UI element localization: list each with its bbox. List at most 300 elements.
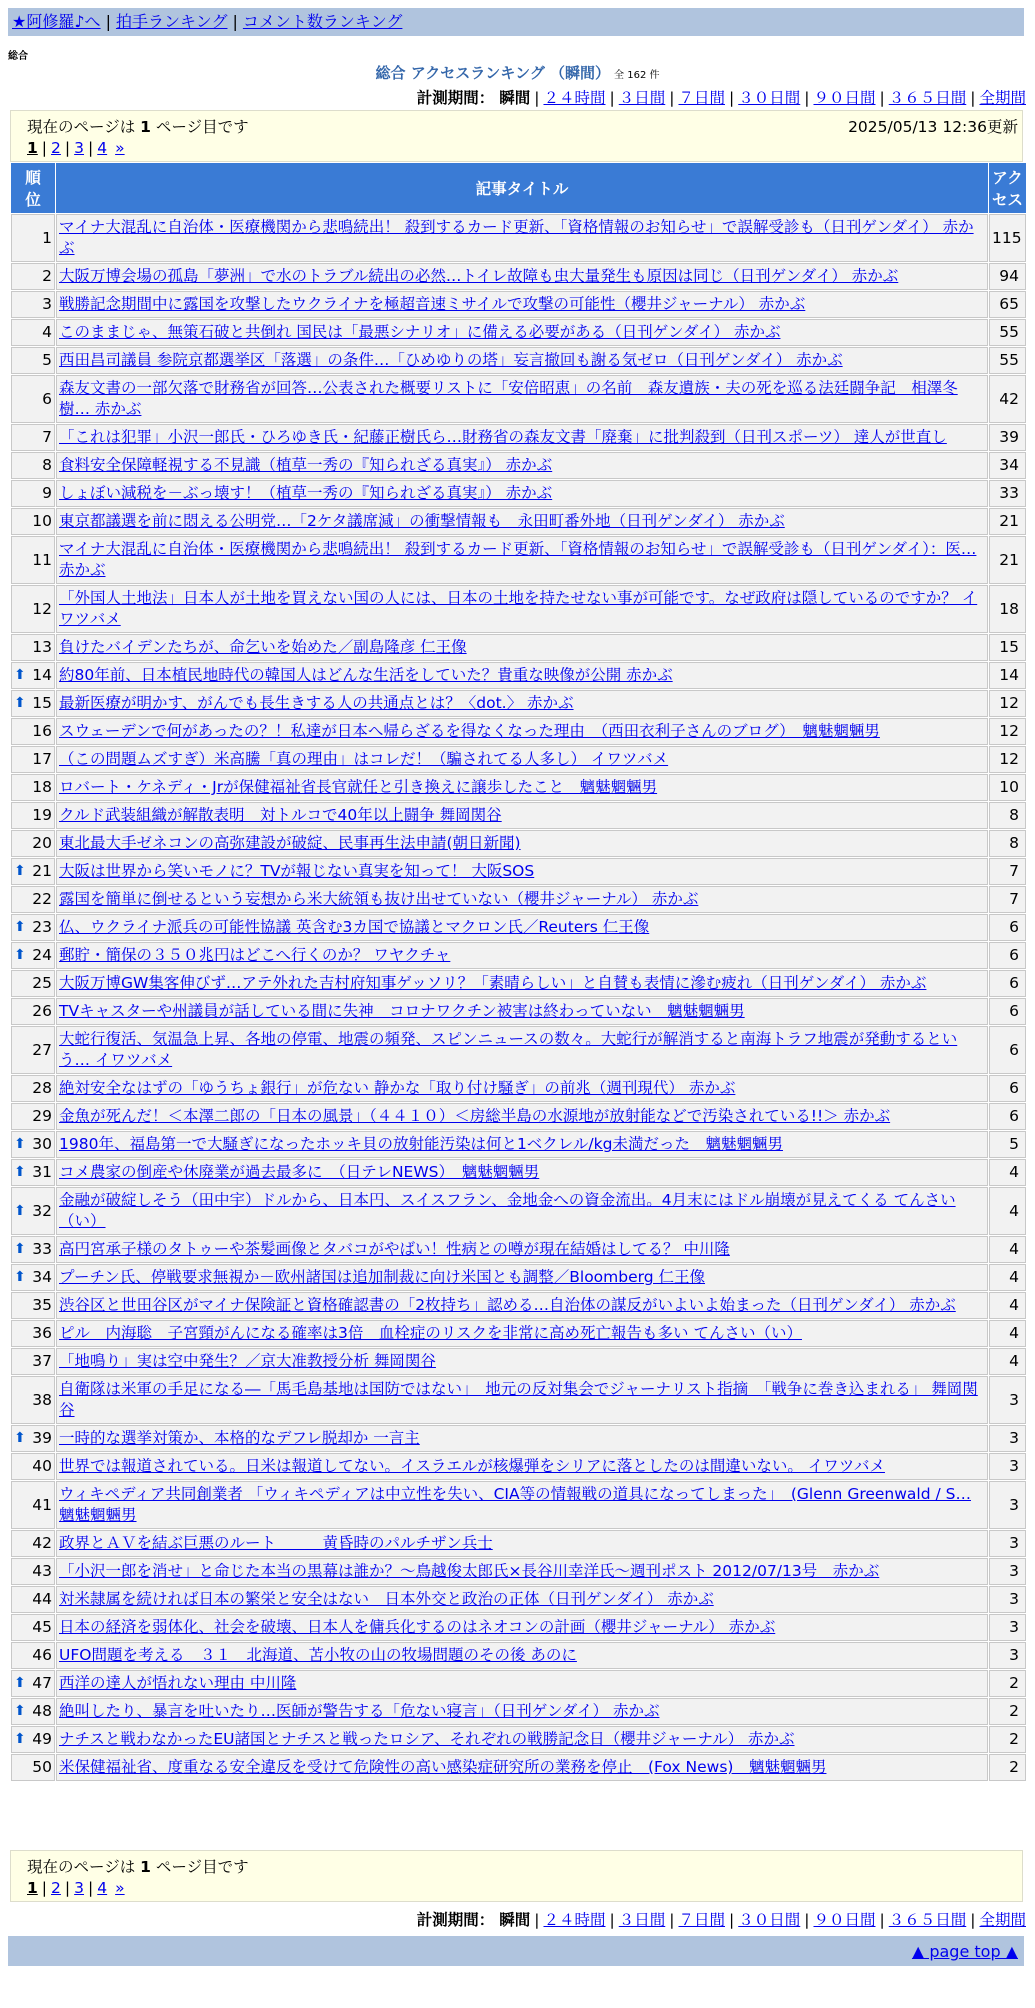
rank-number: 12 [32,599,52,618]
title-cell [56,858,988,885]
up-arrow-icon: ⬆ [14,1164,26,1180]
article-title-link[interactable]: プーチン氏、停戦要求無視か－欧州諸国は追加制裁に向け米国とも調整／Bloomberg 仁王像 [59,1268,706,1286]
pager-top: 1 | 2 | 3 | 4 » [27,139,125,157]
rank-number: 41 [32,1495,52,1514]
rank-cell [11,886,55,913]
rank-cell [11,1103,55,1130]
access-count-cell: 4 [989,1187,1026,1235]
rank-number: 35 [32,1296,52,1314]
title-cell [56,774,988,801]
article-title-link[interactable]: 「外国人土地法」日本人が土地を買えない国の人には、日本の土地を持たせない事が可能です。なぜ政府は隠しているのですか？ イワツバメ [59,589,978,628]
rank-cell [11,319,55,346]
table-row [11,536,1026,584]
table-row [11,214,1026,262]
rank-cell [11,1348,55,1375]
access-count-cell: 6 [989,1103,1026,1130]
up-arrow-icon: ⬆ [14,695,26,711]
pager-current-page-bottom: 1 [27,1879,38,1897]
access-count-cell: 6 [989,970,1026,997]
access-count-cell: 42 [989,375,1026,423]
rank-number: 4 [42,323,52,341]
rank-number: 1 [42,228,52,247]
table-row [11,1726,1026,1753]
table-row [11,970,1026,997]
rank-cell [11,690,55,717]
title-cell [56,970,988,997]
pager-next[interactable]: » [115,139,125,157]
table-row [11,480,1026,507]
title-cell [56,214,988,262]
access-count-cell: 55 [989,347,1026,374]
rank-cell [11,662,55,689]
rank-cell [11,774,55,801]
title-cell [56,662,988,689]
title-cell [56,1754,988,1781]
rank-number: 7 [42,428,52,446]
article-title-link[interactable]: マイナ大混乱に自治体・医療機関から悲鳴続出！ 殺到するカード更新、「資格情報のお知らせ」で誤解受診も（日刊ゲンダイ） 赤かぶ [59,218,974,257]
table-row [11,718,1026,745]
title-cell [56,1642,988,1669]
access-count-cell: 55 [989,319,1026,346]
article-title-link[interactable]: 大阪万博会場の孤島「夢洲」で水のトラブル続出の必然…トイレ故障も虫大量発生も原因は同じ（日刊ゲンダイ） 赤かぶ [59,267,899,285]
rank-number: 47 [32,1674,52,1692]
table-row [11,1348,1026,1375]
title-cell [56,942,988,969]
title-cell [56,480,988,507]
title-cell [56,585,988,633]
updated-timestamp: 2025/05/13 12:36更新 [848,118,1018,136]
table-row [11,1586,1026,1613]
article-title-link[interactable]: 一時的な選挙対策か、本格的なデフレ脱却か 一言主 [59,1429,420,1447]
article-title-link[interactable]: ウィキペディア共同創業者 「ウィキペディアは中立性を失い、CIA等の情報戦の道具になってしまった」 (Glenn Greenwald / S… 魑魅魍魎男 [59,1485,971,1524]
article-title-link[interactable]: マイナ大混乱に自治体・医療機関から悲鳴続出！ 殺到するカード更新、「資格情報のお知らせ」で誤解受診も（日刊ゲンダイ）：医… 赤かぶ [59,540,977,579]
rank-cell [11,970,55,997]
article-title-link[interactable]: 自衛隊は米軍の手足になる―「馬毛島基地は国防ではない」 地元の反対集会でジャーナリスト指摘 「戦争に巻き込まれる」 舞岡関谷 [59,1380,978,1419]
rank-number: 2 [42,267,52,285]
rank-cell [11,508,55,535]
rank-number: 43 [32,1562,52,1580]
up-arrow-icon: ⬆ [14,1269,26,1285]
access-count-cell: 3 [989,1530,1026,1557]
rank-cell [11,942,55,969]
table-row [11,1614,1026,1641]
period-option-all-bottom[interactable]: 全期間 [979,1911,1026,1929]
rank-cell [11,718,55,745]
table-row [11,452,1026,479]
table-row [11,1264,1026,1291]
period-selector-top: 計測期間： 瞬間 | ２４時間 | ３日間 | ７日間 | ３０日間 | ９０日間 | ３６５日間 | 全期間 [416,89,1026,107]
rank-number: 34 [32,1268,52,1286]
rank-cell [11,802,55,829]
access-count-cell: 6 [989,914,1026,941]
table-row [11,802,1026,829]
rank-cell [11,1159,55,1186]
rank-cell [11,214,55,262]
rank-cell [11,1726,55,1753]
rank-number: 19 [32,806,52,824]
article-title-link[interactable]: 「これは犯罪」小沢一郎氏・ひろゆき氏・紀藤正樹氏ら…財務省の森友文書「廃棄」に批判殺到（日刊スポーツ） 達人が世直し [59,428,947,446]
table-row [11,291,1026,318]
rank-cell [11,1320,55,1347]
rank-cell [11,1187,55,1235]
rank-number: 45 [32,1618,52,1636]
period-option-24h-bottom[interactable]: ２４時間 [543,1911,606,1929]
article-title-link[interactable]: 大阪は世界から笑いモノに？TVが報じない真実を知って！ 大阪SOS [59,862,535,880]
period-option-30d-bottom[interactable]: ３０日間 [738,1911,801,1929]
table-row [11,1236,1026,1263]
access-count-cell: 18 [989,585,1026,633]
up-arrow-icon: ⬆ [14,919,26,935]
title-cell [56,291,988,318]
rank-cell [11,536,55,584]
article-title-link[interactable]: 「小沢一郎を消せ」と命じた本当の黒幕は誰か？～鳥越俊太郎氏×長谷川幸洋氏～週刊ポスト 2012/07/13号 赤かぶ [59,1562,880,1580]
rank-cell [11,1481,55,1529]
rank-number: 16 [32,722,52,740]
title-cell [56,1698,988,1725]
article-title-link[interactable]: ピル 内海聡 子宮頸がんになる確率は3倍 血栓症のリスクを非常に高め死亡報告も多い てんさい（い） [59,1324,802,1342]
access-count-cell: 5 [989,1131,1026,1158]
table-row [11,1425,1026,1452]
period-option-365d[interactable]: ３６５日間 [888,89,967,107]
article-title-link[interactable]: 金融が破綻しそう（田中宇）ドルから、日本円、スイスフラン、金地金への資金流出。4月末にはドル崩壊が見えてくる てんさい（い） [59,1191,956,1230]
rank-cell [11,1586,55,1613]
article-title-link[interactable]: UFO問題を考える ３１ 北海道、苫小牧の山の牧場問題のその後 あのに [59,1646,577,1664]
rank-number: 13 [32,638,52,656]
rank-cell [11,1453,55,1480]
table-row [11,662,1026,689]
article-title-link[interactable]: 負けたバイデンたちが、命乞いを始めた／副島隆彦 仁王像 [59,638,467,656]
up-arrow-icon: ⬆ [14,667,26,683]
title-cell [56,1187,988,1235]
rank-cell [11,998,55,1025]
rank-cell [11,1698,55,1725]
access-count-cell: 2 [989,1698,1026,1725]
rank-cell [11,830,55,857]
rank-number: 18 [32,778,52,796]
period-option-7d-bottom[interactable]: ７日間 [678,1911,725,1929]
rank-cell [11,263,55,290]
access-count-cell: 7 [989,858,1026,885]
access-count-cell: 65 [989,291,1026,318]
rank-number: 27 [32,1040,52,1059]
access-count-cell: 15 [989,634,1026,661]
article-title-link[interactable]: 食料安全保障軽視する不見識（植草一秀の『知られざる真実』） 赤かぶ [59,456,553,474]
table-row [11,634,1026,661]
title-cell [56,347,988,374]
period-option-all[interactable]: 全期間 [979,89,1026,107]
title-cell [56,1103,988,1130]
title-cell [56,634,988,661]
rank-number: 50 [32,1758,52,1776]
title-column-header: 記事タイトル [56,163,988,213]
access-count-cell: 8 [989,802,1026,829]
title-cell [56,1075,988,1102]
access-count-cell: 6 [989,1075,1026,1102]
period-selector-bottom: 計測期間： 瞬間 | ２４時間 | ３日間 | ７日間 | ３０日間 | ９０日間 | ３６５日間 | 全期間 [416,1911,1026,1929]
access-count-cell: 94 [989,263,1026,290]
title-cell [56,1530,988,1557]
table-row [11,774,1026,801]
article-title-link[interactable]: 郵貯・簡保の３５０兆円はどこへ行くのか？ ワヤクチャ [59,946,451,964]
table-row [11,1376,1026,1424]
rank-number: 48 [32,1702,52,1720]
period-option-3d-bottom[interactable]: ３日間 [618,1911,666,1929]
rank-number: 24 [32,946,52,964]
rank-number: 36 [32,1324,52,1342]
rank-cell [11,1425,55,1452]
table-row [11,998,1026,1025]
rank-cell [11,1614,55,1641]
pager-page-3-bottom[interactable]: 3 [74,1879,85,1897]
title-cell [56,886,988,913]
period-option-30d[interactable]: ３０日間 [738,89,801,107]
up-arrow-icon: ⬆ [14,1241,26,1257]
title-cell [56,1586,988,1613]
title-cell [56,718,988,745]
pager-bottom: 1 | 2 | 3 | 4 » [27,1879,125,1897]
article-title-link[interactable]: クルド武装組織が解散表明 対トルコで40年以上闘争 舞岡関谷 [59,806,502,824]
category-label: 総合 [8,51,28,62]
ranking-table-body [11,214,1026,1781]
rank-cell [11,1292,55,1319]
access-count-cell: 115 [989,214,1026,262]
access-count-cell: 2 [989,1726,1026,1753]
article-title-link[interactable]: 仏、ウクライナ派兵の可能性協議 英含む3カ国で協議とマクロン氏／Reuters 仁王像 [59,918,650,936]
clap-ranking-link[interactable]: 拍手ランキング [115,12,228,31]
rank-number: 10 [32,512,52,530]
article-title-link[interactable]: 高円宮承子様のタトゥーや茶髪画像とタバコがやばい！性病との噂が現在結婚はしてる？ 中川隆 [59,1240,730,1258]
title-cell [56,998,988,1025]
rank-cell [11,1236,55,1263]
table-row [11,886,1026,913]
table-row [11,1026,1026,1074]
access-count-cell: 4 [989,1320,1026,1347]
title-cell [56,1376,988,1424]
article-title-link[interactable]: 西洋の達人が悟れない理由 中川隆 [59,1674,297,1692]
access-count-cell: 8 [989,830,1026,857]
period-option-24h[interactable]: ２４時間 [543,89,606,107]
table-row [11,690,1026,717]
rank-cell [11,347,55,374]
title-cell [56,830,988,857]
rank-cell [11,375,55,423]
pager-page-4[interactable]: 4 [97,139,108,157]
rank-number: 3 [42,295,52,313]
access-count-cell: 21 [989,536,1026,584]
table-row [11,347,1026,374]
access-count-cell: 12 [989,690,1026,717]
article-title-link[interactable]: 西田昌司議員 参院京都選挙区「落選」の条件…「ひめゆりの塔」妄言撤回も謝る気ゼロ（日刊ゲンダイ） 赤かぶ [59,351,843,369]
up-arrow-icon: ⬆ [14,947,26,963]
article-title-link[interactable]: 絶叫したり、暴言を吐いたり…医師が警告する「危ない寝言」（日刊ゲンダイ） 赤かぶ [59,1702,660,1720]
rank-cell [11,1558,55,1585]
article-title-link[interactable]: ロバート・ケネディ・Jrが保健福祉省長官就任と引き換えに譲歩したこと 魑魅魍魎男 [59,778,658,796]
rank-number: 20 [32,834,52,852]
title-cell [56,1670,988,1697]
up-arrow-icon: ⬆ [14,863,26,879]
article-title-link[interactable]: 世界では報道されている。日米は報道してない。イスラエルが核爆弾をシリアに落としたのは間違いない。 イワツバメ [59,1457,885,1475]
access-count-cell: 12 [989,718,1026,745]
rank-cell [11,1075,55,1102]
access-column-header: アク セス [989,163,1026,213]
access-count-cell: 2 [989,1754,1026,1781]
article-title-link[interactable]: 最新医療が明かす、がんでも長生きする人の共通点とは？〈dot.〉 赤かぶ [59,694,574,712]
title-cell [56,1348,988,1375]
article-title-link[interactable]: 金魚が死んだ！＜本澤二郎の「日本の風景」（４４１０）＜房総半島の水源地が放射能などで汚染されている!!＞ 赤かぶ [59,1107,891,1125]
table-row [11,1642,1026,1669]
rank-cell [11,1642,55,1669]
title-cell [56,914,988,941]
rank-cell [11,424,55,451]
rank-number: 38 [32,1390,52,1409]
title-cell [56,1425,988,1452]
title-cell [56,263,988,290]
article-title-link[interactable]: 渋谷区と世田谷区がマイナ保険証と資格確認書の「2枚持ち」認める…自治体の謀反がいよいよ始まった（日刊ゲンダイ） 赤かぶ [59,1296,956,1314]
access-count-cell: 3 [989,1453,1026,1480]
pager-page-3[interactable]: 3 [74,139,85,157]
rank-number: 6 [42,389,52,408]
table-row [11,1558,1026,1585]
article-title-link[interactable]: スウェーデンで何があったの？！私達が日本へ帰らざるを得なくなった理由 （西田衣利子さんのブログ） 魑魅魍魎男 [59,722,880,740]
title-cell [56,1026,988,1074]
access-count-cell: 34 [989,452,1026,479]
access-count-cell: 12 [989,746,1026,773]
title-cell [56,1453,988,1480]
access-count-cell: 3 [989,1558,1026,1585]
rank-cell [11,585,55,633]
article-title-link[interactable]: 露国を簡単に倒せるという妄想から米大統領も抜け出せていない（櫻井ジャーナル） 赤かぶ [59,890,699,908]
rank-number: 11 [32,550,52,569]
table-row [11,1292,1026,1319]
rank-cell [11,746,55,773]
title-cell [56,1159,988,1186]
rank-number: 17 [32,750,52,768]
rank-number: 49 [32,1730,52,1748]
rank-number: 33 [32,1240,52,1258]
article-title-link[interactable]: ナチスと戦わなかったEU諸国とナチスと戦ったロシア、それぞれの戦勝記念日（櫻井ジャーナル） 赤かぶ [59,1730,795,1748]
article-title-link[interactable]: 森友文書の一部欠落で財務省が回答…公表された概要リストに「安倍昭恵」の名前 森友遺族・夫の死を巡る法廷闘争記 相澤冬樹… 赤かぶ [59,379,958,418]
rank-number: 23 [32,918,52,936]
rank-number: 5 [42,351,52,369]
article-title-link[interactable]: TVキャスターや州議員が話している間に失神 コロナワクチン被害は終わっていない 魑魅魍魎男 [59,1002,745,1020]
table-row [11,585,1026,633]
article-title-link[interactable]: 大阪万博GW集客伸びず…アテ外れた吉村府知事ゲッソリ？「素晴らしい」と自賛も表情に滲む疲れ（日刊ゲンダイ） 赤かぶ [59,974,927,992]
rank-cell [11,1131,55,1158]
article-title-link[interactable]: 米保健福祉省、度重なる安全違反を受けて危険性の高い感染症研究所の業務を停止 (Fox News) 魑魅魍魎男 [59,1758,827,1776]
article-title-link[interactable]: 1980年、福島第一で大騒ぎになったホッキ貝の放射能汚染は何と1ベクレル/kg未満だった 魑魅魍魎男 [59,1135,783,1153]
article-title-link[interactable]: しょぼい減税を－ぶっ壊す！（植草一秀の『知られざる真実』） 赤かぶ [59,484,553,502]
article-title-link[interactable]: 大蛇行復活、気温急上昇、各地の停電、地震の頻発、スピンニュースの数々。大蛇行が解消すると南海トラフ地震が発動するという… イワツバメ [59,1030,958,1069]
title-cell [56,508,988,535]
rank-cell [11,291,55,318]
page-title-line [0,62,1035,83]
page-top-link[interactable]: ▲ page top ▲ [911,1942,1018,1961]
article-title-link[interactable]: 約80年前、日本植民地時代の韓国人はどんな生活をしていた？貴重な映像が公開 赤かぶ [59,666,673,684]
footer-bar [8,1936,1024,1966]
table-row [11,424,1026,451]
period-option-3d[interactable]: ３日間 [618,89,666,107]
title-cell [56,452,988,479]
access-count-cell: 39 [989,424,1026,451]
article-title-link[interactable]: 「地鳴り」実は空中発生？／京大准教授分析 舞岡関谷 [59,1352,436,1370]
page-title: 総合 アクセスランキング （瞬間） [375,64,611,82]
rank-number: 8 [42,456,52,474]
pager-next-bottom[interactable]: » [115,1879,125,1897]
article-title-link[interactable]: このままじゃ、無策石破と共倒れ 国民は「最悪シナリオ」に備える必要がある（日刊ゲンダイ） 赤かぶ [59,323,781,341]
table-row [11,319,1026,346]
table-row [11,1754,1026,1781]
page-info: 現在のページは 1 ページ目です [27,118,249,136]
article-title-link[interactable]: （この問題ムズすぎ）米高騰「真の理由」はコレだ！（騙されてる人多し） イワツバメ [59,750,669,768]
rank-number: 15 [32,694,52,712]
pagination-box-top [10,110,1023,162]
title-cell [56,536,988,584]
article-title-link[interactable]: 日本の経済を弱体化、社会を破壊、日本人を傭兵化するのはネオコンの計画（櫻井ジャーナル） 赤かぶ [59,1618,776,1636]
rank-number: 25 [32,974,52,992]
pagination-box-bottom [10,1850,1023,1902]
rank-number: 26 [32,1002,52,1020]
access-count-cell: 10 [989,774,1026,801]
article-title-link[interactable]: 絶対安全なはずの「ゆうちょ銀行」が危ない 静かな「取り付け騒ぎ」の前兆（週刊現代） 赤かぶ [59,1079,736,1097]
article-title-link[interactable]: 政界とＡＶを結ぶ巨悪のルート 黄昏時のパルチザン兵士 [59,1534,493,1552]
access-count-cell: 3 [989,1642,1026,1669]
period-option-7d[interactable]: ７日間 [678,89,725,107]
total-count: 全 162 件 [614,70,660,81]
period-option-90d[interactable]: ９０日間 [813,89,876,107]
period-option-90d-bottom[interactable]: ９０日間 [813,1911,876,1929]
title-cell [56,1131,988,1158]
asyura-home-link[interactable]: ★阿修羅♪へ [12,12,101,31]
rank-cell [11,1376,55,1424]
rank-number: 37 [32,1352,52,1370]
access-count-cell: 7 [989,886,1026,913]
pager-page-2-bottom[interactable]: 2 [51,1879,61,1897]
pager-page-4-bottom[interactable]: 4 [97,1879,108,1897]
rank-cell [11,1264,55,1291]
pager-current-page: 1 [27,139,38,157]
comment-ranking-link[interactable]: コメント数ランキング [242,12,403,31]
article-title-link[interactable]: 東北最大手ゼネコンの高弥建設が破綻、民事再生法申請(朝日新聞) [59,834,521,852]
period-current: 瞬間 [499,89,531,107]
access-count-cell: 4 [989,1264,1026,1291]
pager-page-2[interactable]: 2 [51,139,61,157]
title-cell [56,1726,988,1753]
access-count-cell: 3 [989,1376,1026,1424]
article-title-link[interactable]: コメ農家の倒産や休廃業が過去最多に （日テレNEWS） 魑魅魍魎男 [59,1163,540,1181]
table-row [11,1698,1026,1725]
table-row [11,1453,1026,1480]
table-row [11,1131,1026,1158]
title-cell [56,1292,988,1319]
title-cell [56,802,988,829]
rank-number: 14 [32,666,52,684]
table-header-row [11,163,1026,213]
article-title-link[interactable]: 対米隷属を続ければ日本の繁栄と安全はない 日本外交と政治の正体（日刊ゲンダイ） 赤かぶ [59,1590,714,1608]
period-option-365d-bottom[interactable]: ３６５日間 [888,1911,967,1929]
access-count-cell: 3 [989,1586,1026,1613]
up-arrow-icon: ⬆ [14,1731,26,1747]
title-cell [56,1558,988,1585]
table-row [11,375,1026,423]
rank-column-header: 順 位 [11,163,55,213]
access-count-cell: 4 [989,1236,1026,1263]
article-title-link[interactable]: 東京都議選を前に悶える公明党…「2ケタ議席減」の衝撃情報も 永田町番外地（日刊ゲンダイ） 赤かぶ [59,512,785,530]
up-arrow-icon: ⬆ [14,1430,26,1446]
article-title-link[interactable]: 戦勝記念期間中に露国を攻撃したウクライナを極超音速ミサイルで攻撃の可能性（櫻井ジャーナル） 赤かぶ [59,295,806,313]
page-info-bottom: 現在のページは 1 ページ目です [27,1858,249,1876]
rank-cell [11,1670,55,1697]
rank-cell [11,1026,55,1074]
